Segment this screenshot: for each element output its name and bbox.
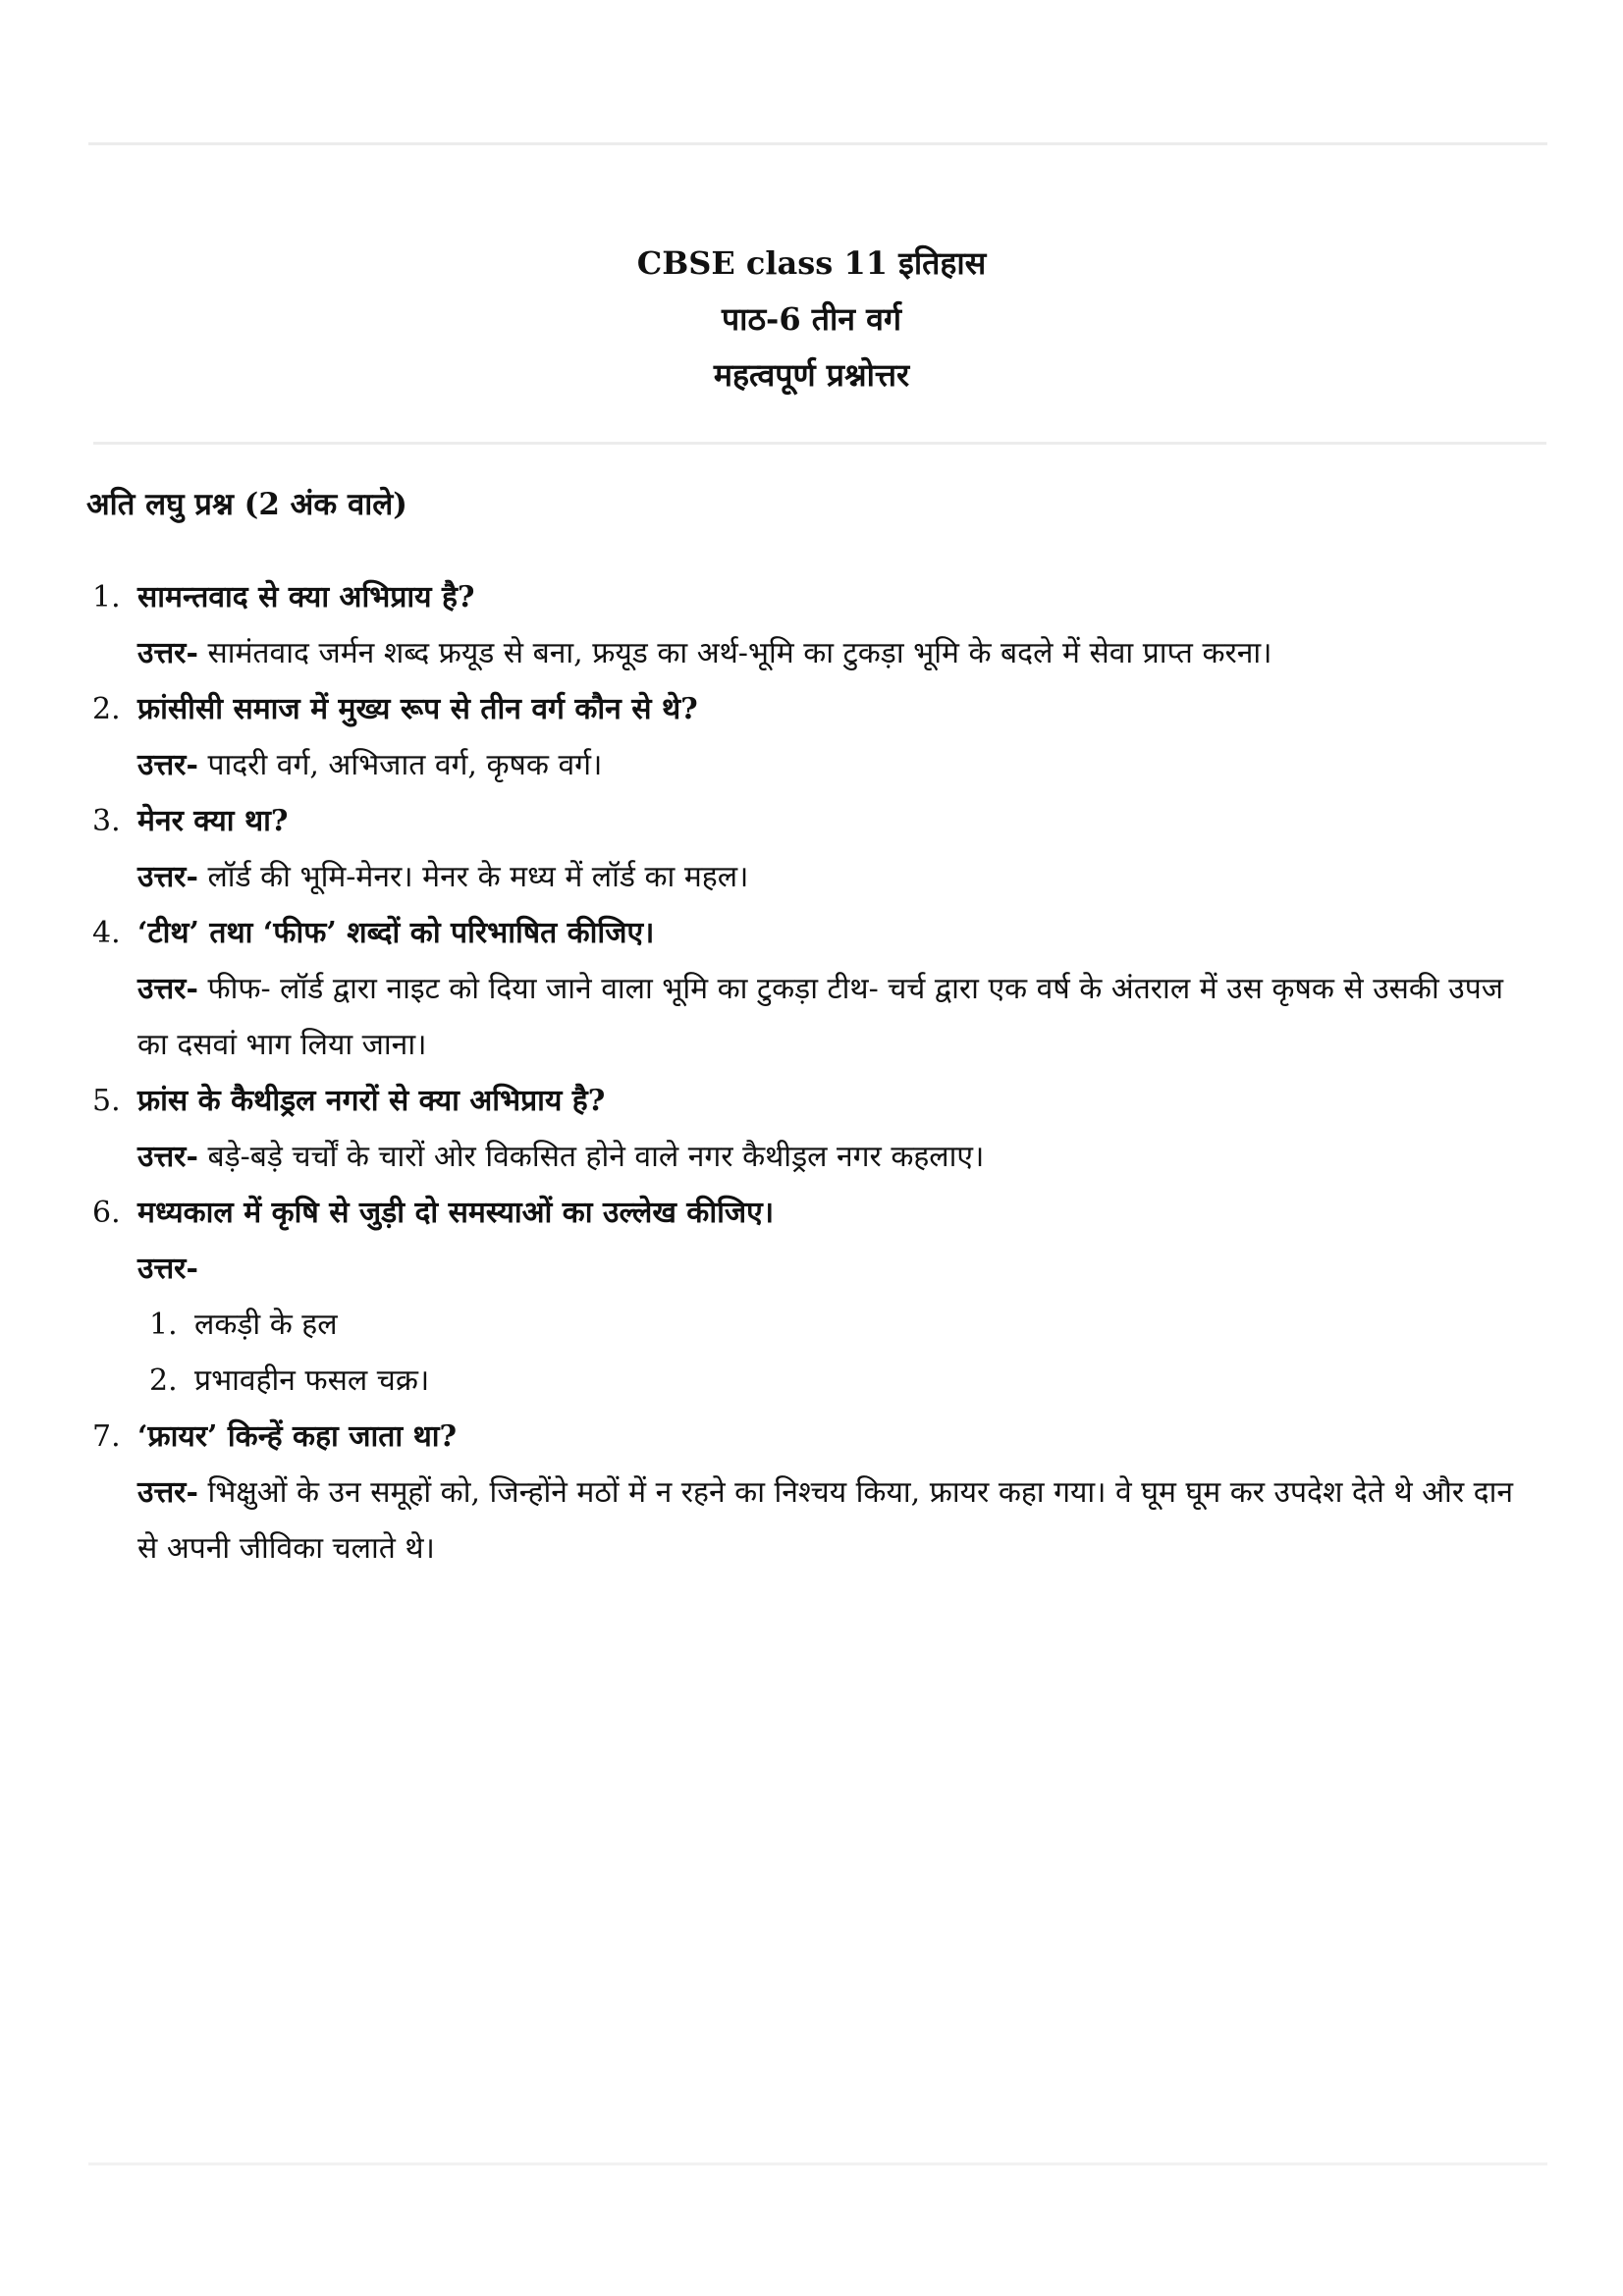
answer-body: फीफ- लॉर्ड द्वारा नाइट को दिया जाने वाला भूमि का टुकड़ा टीथ- चर्च द्वारा एक वर्ष के अंतराल में उस कृषक से उसकी उपज का दसवां भाग लिया जाना। <box>137 972 1504 1062</box>
answer-text <box>137 1465 1561 1576</box>
answer-label: उत्तर- <box>137 636 198 670</box>
question-text: ‘फ्रायर’ किन्हें कहा जाता था? <box>137 1419 458 1454</box>
question-item <box>88 905 1561 1073</box>
answer-body: बड़े-बड़े चर्चों के चारों ओर विकसित होने वाले नगर कैथीड्रल नगर कहलाए। <box>197 1140 985 1174</box>
question-text: फ्रांस के कैथीड्रल नगरों से क्या अभिप्राय है? <box>137 1084 606 1118</box>
answer-label: उत्तर- <box>137 1475 198 1510</box>
answer-body: पादरी वर्ग, अभिजात वर्ग, कृषक वर्ग। <box>197 748 603 782</box>
answer-body: लॉर्ड की भूमि-मेनर। मेनर के मध्य में लॉर्ड का महल। <box>197 860 749 894</box>
answer-body: भिक्षुओं के उन समूहों को, जिन्होंने मठों में न रहने का निश्चय किया, फ्रायर कहा गया। वे घूम घूम कर उपदेश देते थे और दान से अपनी जीविका चलाते थे। <box>137 1475 1514 1566</box>
question-number: 3. <box>92 804 121 838</box>
answer-sub-list <box>137 1297 1561 1409</box>
question-text: सामन्तवाद से क्या अभिप्राय है? <box>137 580 475 614</box>
answer-label: उत्तर- <box>137 860 198 894</box>
question-list <box>88 569 1561 1576</box>
answer-body: सामंतवाद जर्मन शब्द फ्रयूड से बना, फ्रयूड का अर्थ-भूमि का टुकड़ा भूमि के बदले में सेवा प्राप्त करना। <box>197 636 1272 670</box>
question-number: 6. <box>92 1196 121 1230</box>
question-number: 1. <box>92 580 121 614</box>
question-text: मेनर क्या था? <box>137 804 289 838</box>
header-chapter: पाठ-6 तीन वर्ग <box>722 300 901 338</box>
question-item <box>88 1073 1561 1185</box>
question-number: 7. <box>92 1419 121 1454</box>
section-title: अति लघु प्रश्न (2 अंक वाले) <box>86 487 407 522</box>
header-title: CBSE class 11 इतिहास <box>636 244 987 282</box>
question-text: फ्रांसीसी समाज में मुख्य रूप से तीन वर्ग कौन से थे? <box>137 692 698 726</box>
answer-text <box>137 961 1561 1073</box>
question-number: 4. <box>92 916 121 950</box>
question-item <box>88 1409 1561 1576</box>
header-divider <box>93 442 1546 445</box>
question-item <box>88 1185 1561 1409</box>
top-divider <box>88 142 1547 145</box>
bottom-divider <box>88 2163 1547 2165</box>
question-item <box>88 793 1561 905</box>
answer-label: उत्तर- <box>137 972 198 1006</box>
answer-text <box>137 1129 1561 1185</box>
sub-item-number: 1. <box>149 1308 178 1342</box>
sub-item-number: 2. <box>149 1363 178 1398</box>
answer-text <box>137 625 1561 681</box>
question-item <box>88 569 1561 681</box>
answer-label: उत्तर- <box>137 1252 198 1286</box>
document-header <box>0 236 1623 403</box>
answer-text <box>137 1241 1561 1297</box>
answer-label: उत्तर- <box>137 1140 198 1174</box>
answer-label: उत्तर- <box>137 748 198 782</box>
sub-item-text: लकड़ी के हल <box>194 1308 338 1342</box>
question-text: ‘टीथ’ तथा ‘फीफ’ शब्दों को परिभाषित कीजिए। <box>137 916 655 950</box>
answer-sub-item <box>137 1297 1561 1353</box>
question-item <box>88 681 1561 793</box>
question-number: 5. <box>92 1084 121 1118</box>
sub-item-text: प्रभावहीन फसल चक्र। <box>194 1363 430 1398</box>
answer-text <box>137 849 1561 905</box>
question-number: 2. <box>92 692 121 726</box>
header-subtitle: महत्वपूर्ण प्रश्नोत्तर <box>713 356 910 394</box>
answer-sub-item <box>137 1353 1561 1409</box>
question-text: मध्यकाल में कृषि से जुड़ी दो समस्याओं का उल्लेख कीजिए। <box>137 1196 775 1230</box>
answer-text <box>137 737 1561 793</box>
